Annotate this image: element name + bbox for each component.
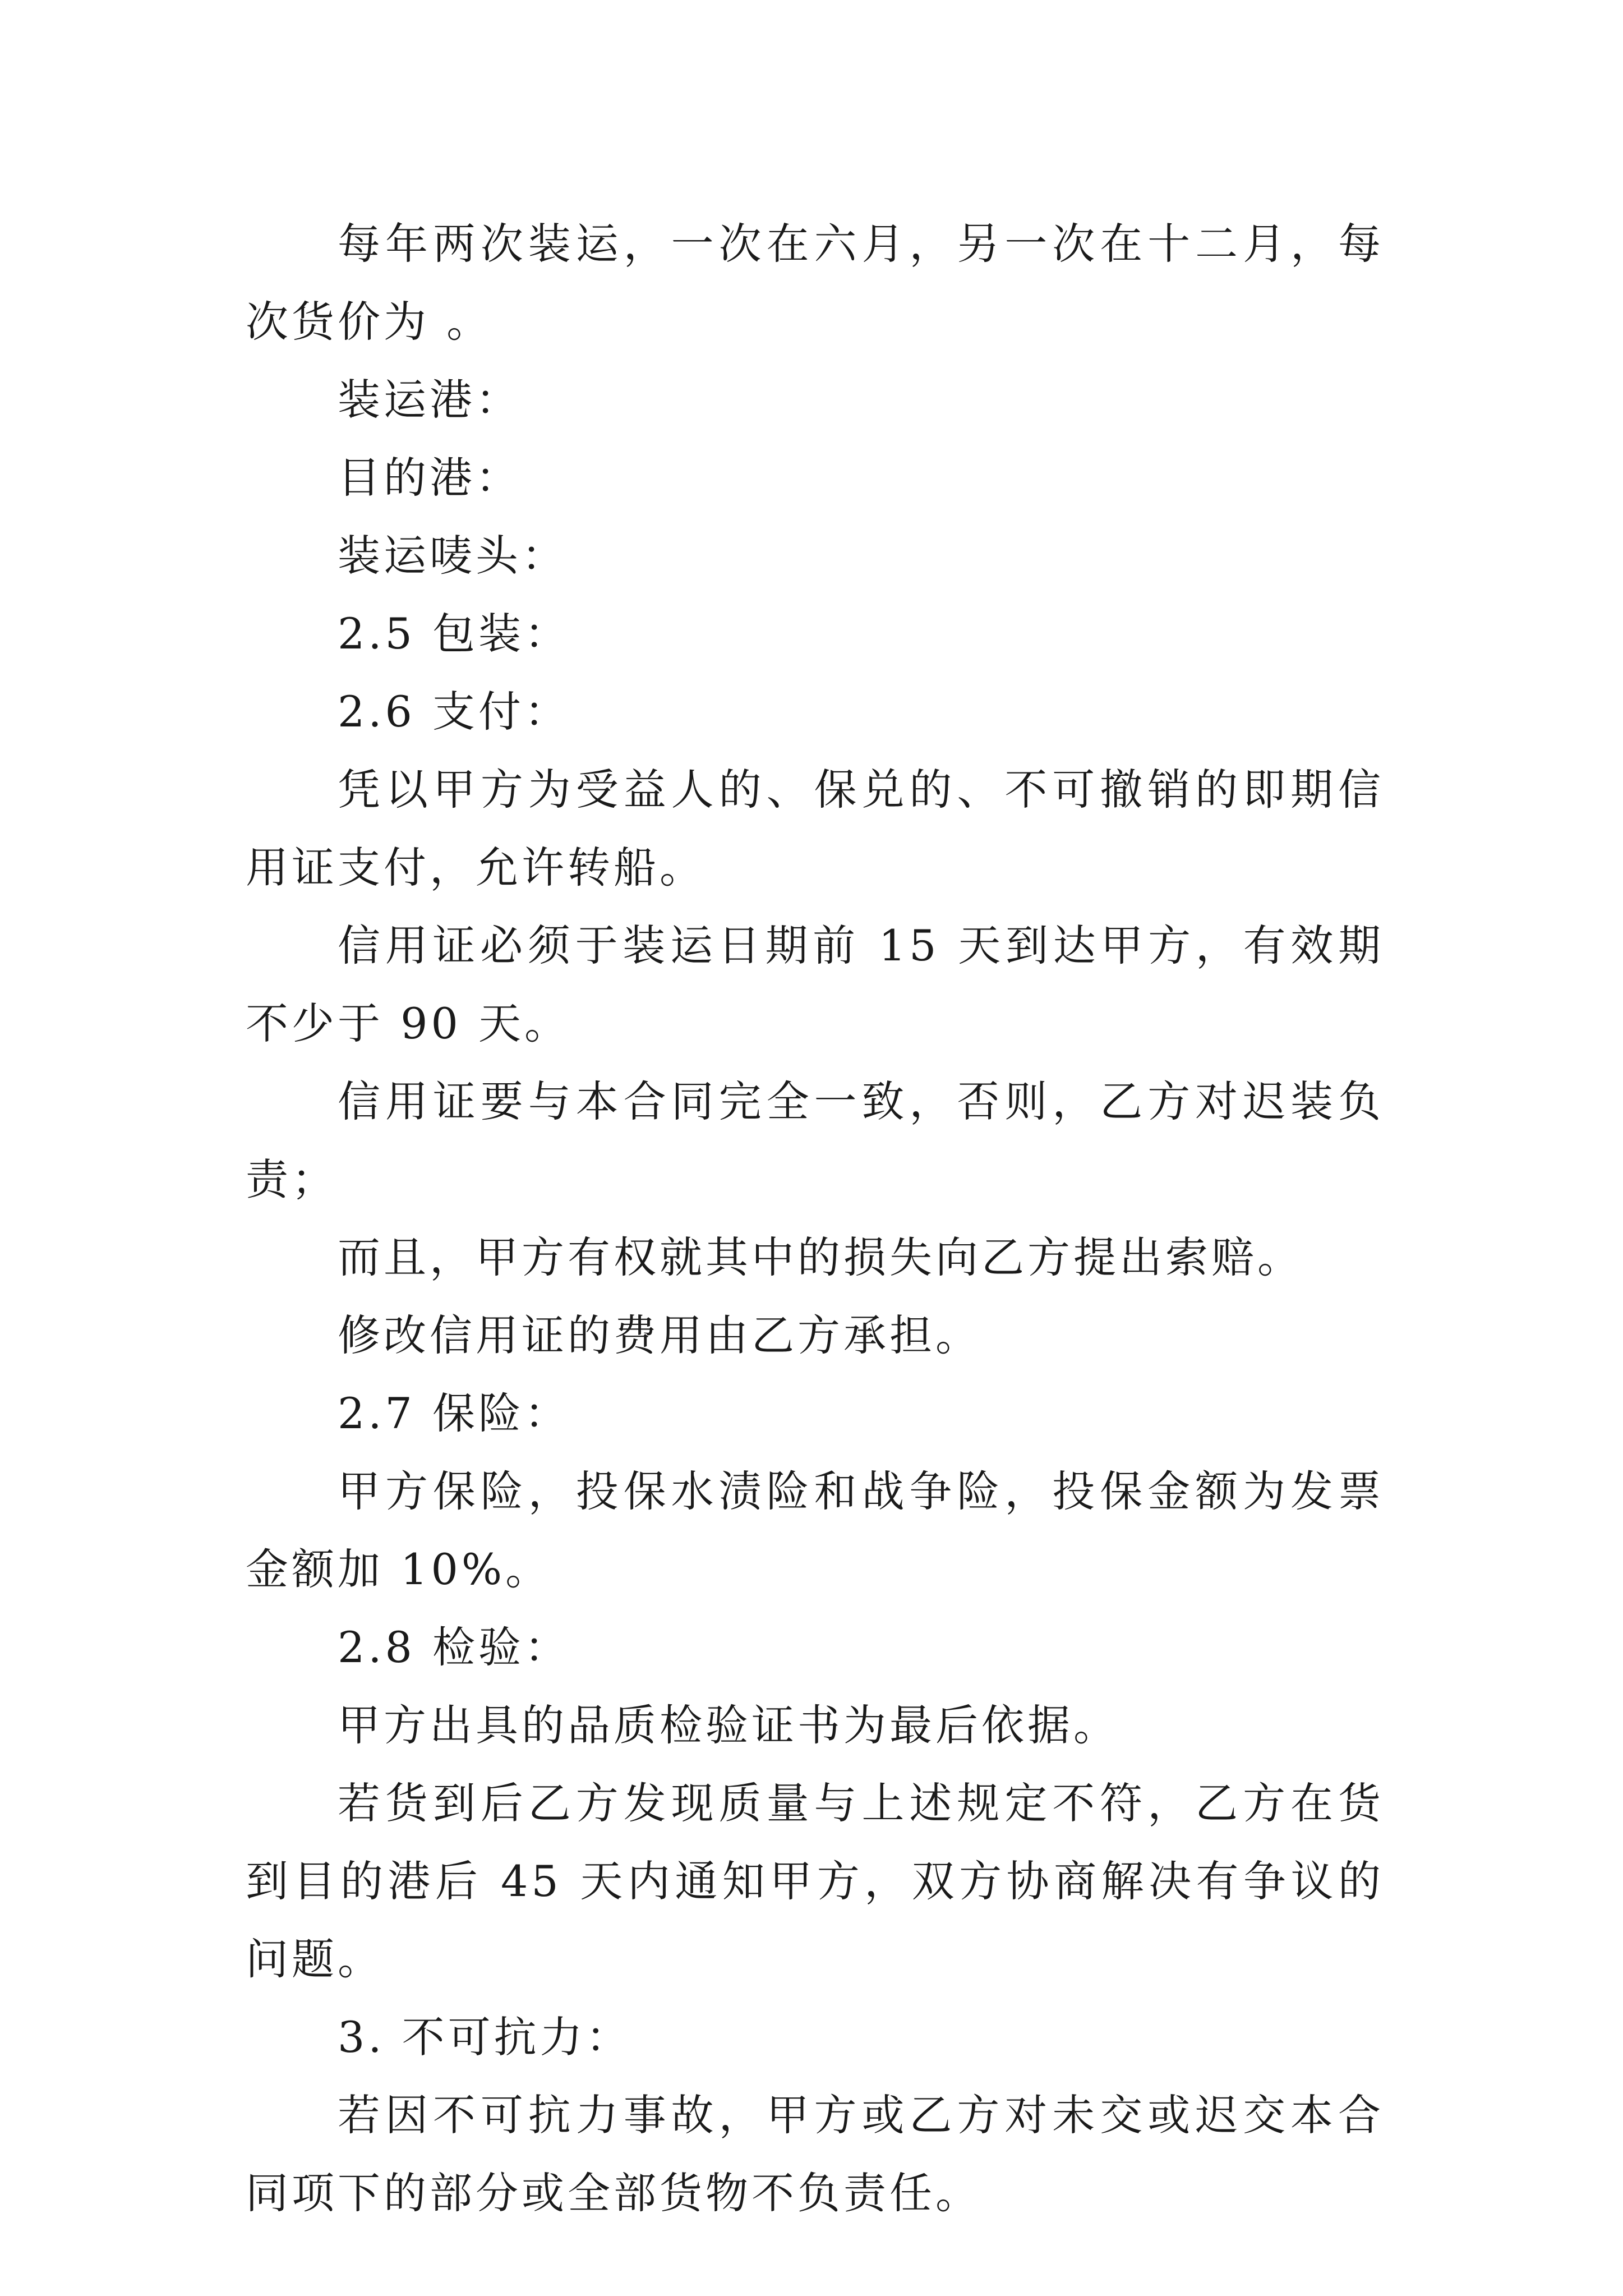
heading-inspection: 2.8 检验： bbox=[338, 1622, 571, 1672]
paragraph-lc-amendment-cost: 修改信用证的费用由乙方承担。 bbox=[338, 1310, 981, 1360]
paragraph-claim-right: 而且，甲方有权就其中的损失向乙方提出索赔。 bbox=[338, 1232, 1303, 1282]
paragraph-insurance-terms: 甲方保险，投保水渍险和战争险，投保金额为发票金额加 10%。 bbox=[246, 1466, 1384, 1594]
paragraph-port-of-loading: 装运港： bbox=[338, 375, 522, 425]
paragraph-port-of-destination: 目的港： bbox=[338, 453, 522, 503]
heading-insurance: 2.7 保险： bbox=[338, 1388, 571, 1438]
paragraph-lc-conformity: 信用证要与本合同完全一致，否则，乙方对迟装负责； bbox=[246, 1076, 1384, 1204]
heading-force-majeure: 3. 不可抗力： bbox=[338, 2012, 632, 2062]
paragraph-shipping-marks: 装运唛头： bbox=[338, 531, 568, 581]
paragraph-lc-arrival: 信用证必须于装运日期前 15 天到达甲方，有效期不少于 90 天。 bbox=[246, 921, 1384, 1048]
paragraph-letter-of-credit: 凭以甲方为受益人的、保兑的、不可撤销的即期信用证支付，允许转船。 bbox=[246, 765, 1384, 892]
heading-payment: 2.6 支付： bbox=[338, 687, 571, 737]
paragraph-inspection-certificate: 甲方出具的品质检验证书为最后依据。 bbox=[338, 1700, 1119, 1750]
heading-packing: 2.5 包装： bbox=[338, 609, 571, 659]
document-body bbox=[246, 205, 1384, 2232]
paragraph-shipment-schedule: 每年两次装运，一次在六月，另一次在十二月，每次货价为 。 bbox=[246, 219, 1384, 347]
paragraph-force-majeure-terms: 若因不可抗力事故，甲方或乙方对未交或迟交本合同项下的部分或全部货物不负责任。 bbox=[246, 2090, 1384, 2218]
paragraph-quality-dispute: 若货到后乙方发现质量与上述规定不符，乙方在货到目的港后 45 天内通知甲方，双方协商解决有争议的问题。 bbox=[246, 1778, 1384, 1984]
